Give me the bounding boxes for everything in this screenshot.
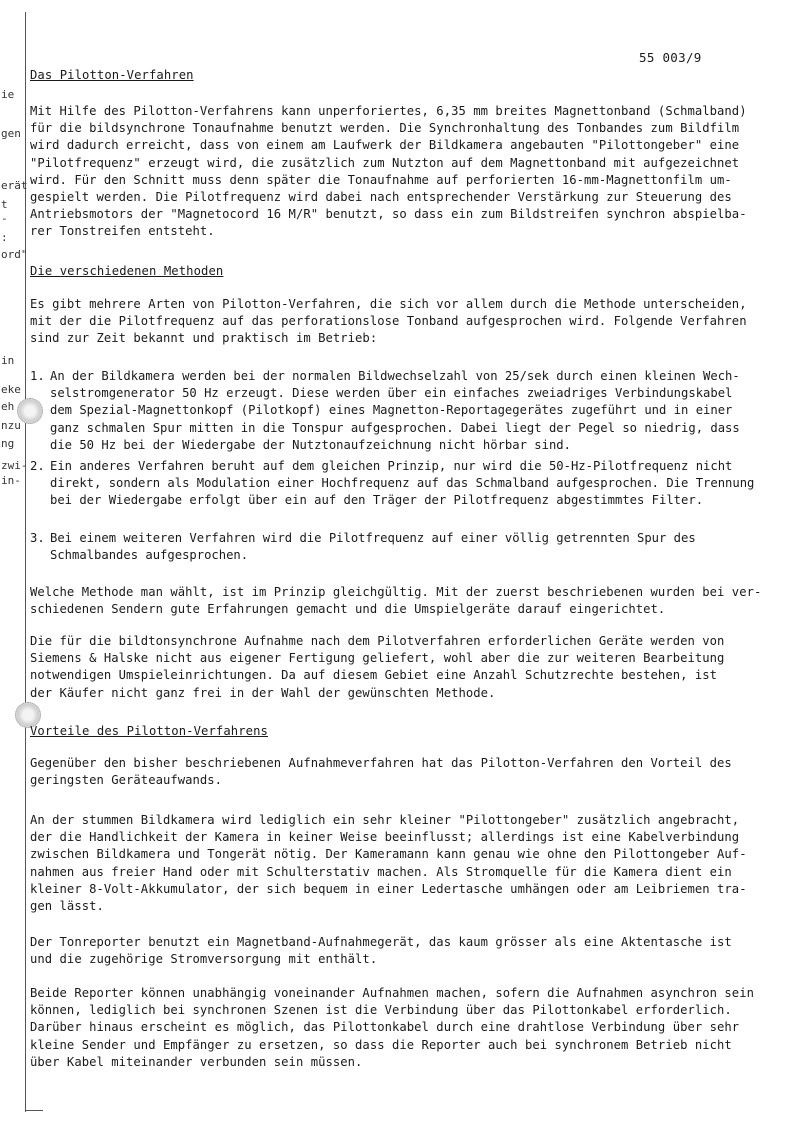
list-item-text: Ein anderes Verfahren beruht auf dem gleichen Prinzip, nur wird die 50-Hz-Pilotfrequenz nicht direkt, sondern als Modulation einer Hochfrequenz auf das Schmalband aufgesprochen. Die Trennung bei der Wiedergabe erfolgt über ein auf den Träger der Pilotfrequenz abgestimmtes Filter.	[50, 459, 755, 508]
margin-fragment: nzu	[1, 419, 21, 432]
margin-fragment: ng	[1, 437, 15, 450]
margin-fragment: eke	[1, 383, 21, 396]
list-item-number: 1.	[30, 369, 45, 383]
margin-fragment: in	[1, 354, 15, 367]
list-item-number: 3.	[30, 531, 45, 545]
list-item-text: Bei einem weiteren Verfahren wird die Pilotfrequenz auf einer völlig getrennten Spur des Schmalbandes aufgesprochen.	[50, 531, 696, 563]
paragraph-vorteile-3: Der Tonreporter benutzt ein Magnetband-Aufnahmegerät, das kaum grösser als eine Aktentasche ist und die zugehörige Stromversorgung mit enthält.	[30, 935, 732, 967]
paragraph-methode-choice: Welche Methode man wählt, ist im Prinzip gleichgültig. Mit der zuerst beschriebenen wurden bei ver- schiedenen Sendern gute Erfahrungen gemacht und die Umspielgeräte darauf eingerichtet.	[30, 585, 762, 617]
page-number: 55 003/9	[639, 50, 702, 65]
paragraph-pilotton-intro: Mit Hilfe des Pilotton-Verfahrens kann unperforiertes, 6,35 mm breites Magnettonband (Schmalband) für die bildsynchrone Tonaufnahme benutzt werden. Die Synchronhaltung des Tonbandes zum Bildfilm wird dadurch erreicht, dass von einem am Laufwerk der Bildkamera angebauten "Pilottongeber" eine "Pilotfrequenz" erzeugt wird, die zusätzlich zum Nutzton auf dem Magnettonband mit aufgezeichnet wird. Für den Schnitt muss denn später die Tonaufnahme auf perforierten 16-mm-Magnettonfilm um- gespielt werden. Die Pilotfrequenz wird dabei nach entsprechender Verstärkung zur Steuerung des Antriebsmotors der "Magnetocord 16 M/R" benutzt, so dass ein zum Bildstreifen synchron abspielba- rer Tonstreifen entsteht.	[30, 104, 747, 239]
margin-fragment: ie	[1, 88, 15, 101]
margin-fragment: gen	[1, 127, 21, 140]
margin-fragment: t	[1, 198, 8, 211]
paragraph-vorteile-4: Beide Reporter können unabhängig voneinander Aufnahmen machen, sofern die Aufnahmen asynchron sein können, lediglich bei synchronen Szenen ist die Verbindung über das Pilottonkabel erforderlich. Darüber hinaus erscheint es möglich, das Pilottonkabel durch eine drahtlose Verbindung über sehr kleine Sender und Empfänger zu ersetzen, so dass die Reporter auch bei synchronem Betrieb nicht über Kabel miteinander verbunden sein müssen.	[30, 986, 754, 1069]
margin-fragment: :	[1, 231, 8, 244]
list-item-text: An der Bildkamera werden bei der normalen Bildwechselzahl von 25/sek durch einen kleinen Wech- selstromgenerator 50 Hz erzeugt. Diese werden über ein einfaches zweiadriges Verbindungskabel dem Spezial-Magnettonkopf (Pilotkopf) eines Magnetton-Reportagegerätes zugeführt und in einer ganz schmalen Spur mitten in die Tonspur aufgesprochen. Dabei liegt der Pegel so niedrig, dass die 50 Hz bei der Wiedergabe der Nutztonaufzeichnung nicht hörbar sind.	[50, 369, 740, 452]
paragraph-methoden-intro: Es gibt mehrere Arten von Pilotton-Verfahren, die sich vor allem durch die Methode unterscheiden, mit der die Pilotfrequenz auf das perforationslose Tonband aufgesprochen wird. Folgende Verfahren sind zur Zeit bekannt und praktisch im Betrieb:	[30, 297, 747, 346]
margin-fragment: erät	[1, 179, 28, 192]
paragraph-siemens: Die für die bildtonsynchrone Aufnahme nach dem Pilotverfahren erforderlichen Geräte werden von Siemens & Halske nicht aus eigener Fertigung geliefert, wohl aber die zur weiteren Bearbeitung notwendigen Umspieleinrichtungen. Da auf diesem Gebiet eine Anzahl Schutzrechte bestehen, ist der Käufer nicht ganz frei in der Wahl der gewünschten Methode.	[30, 634, 725, 700]
paragraph-vorteile-1: Gegenüber den bisher beschriebenen Aufnahmeverfahren hat das Pilotton-Verfahren den Vorteil des geringsten Geräteaufwands.	[30, 756, 732, 788]
paragraph-vorteile-2: An der stummen Bildkamera wird lediglich ein sehr kleiner "Pilottongeber" zusätzlich angebracht, der die Handlichkeit der Kamera in keiner Weise beeinflusst; allerdings ist eine Kabelverbindung zwischen Bildkamera und Tongerät nötig. Der Kameramann kann genau wie ohne den Pilottongeber Auf- nahmen aus freier Hand oder mit Schulterstativ machen. Als Stromquelle für die Kamera dient ein kleiner 8-Volt-Akkumulator, der sich bequem in einer Ledertasche umhängen oder am Leibriemen tra- gen lässt.	[30, 813, 747, 914]
section-heading-pilotton: Das Pilotton-Verfahren	[30, 68, 194, 82]
margin-fragment: ord"	[1, 248, 28, 261]
list-item-number: 2.	[30, 459, 45, 473]
margin-fragment: zwi-	[1, 459, 28, 472]
bottom-corner-mark	[25, 1110, 43, 1111]
margin-fragment: -	[1, 212, 8, 225]
section-heading-methoden: Die verschiedenen Methoden	[30, 264, 224, 278]
margin-fragment: eh	[1, 400, 15, 413]
margin-fragment: in-	[1, 474, 21, 487]
punch-hole	[17, 398, 43, 424]
section-heading-vorteile: Vorteile des Pilotton-Verfahrens	[30, 724, 268, 738]
left-margin-line	[25, 12, 26, 1112]
